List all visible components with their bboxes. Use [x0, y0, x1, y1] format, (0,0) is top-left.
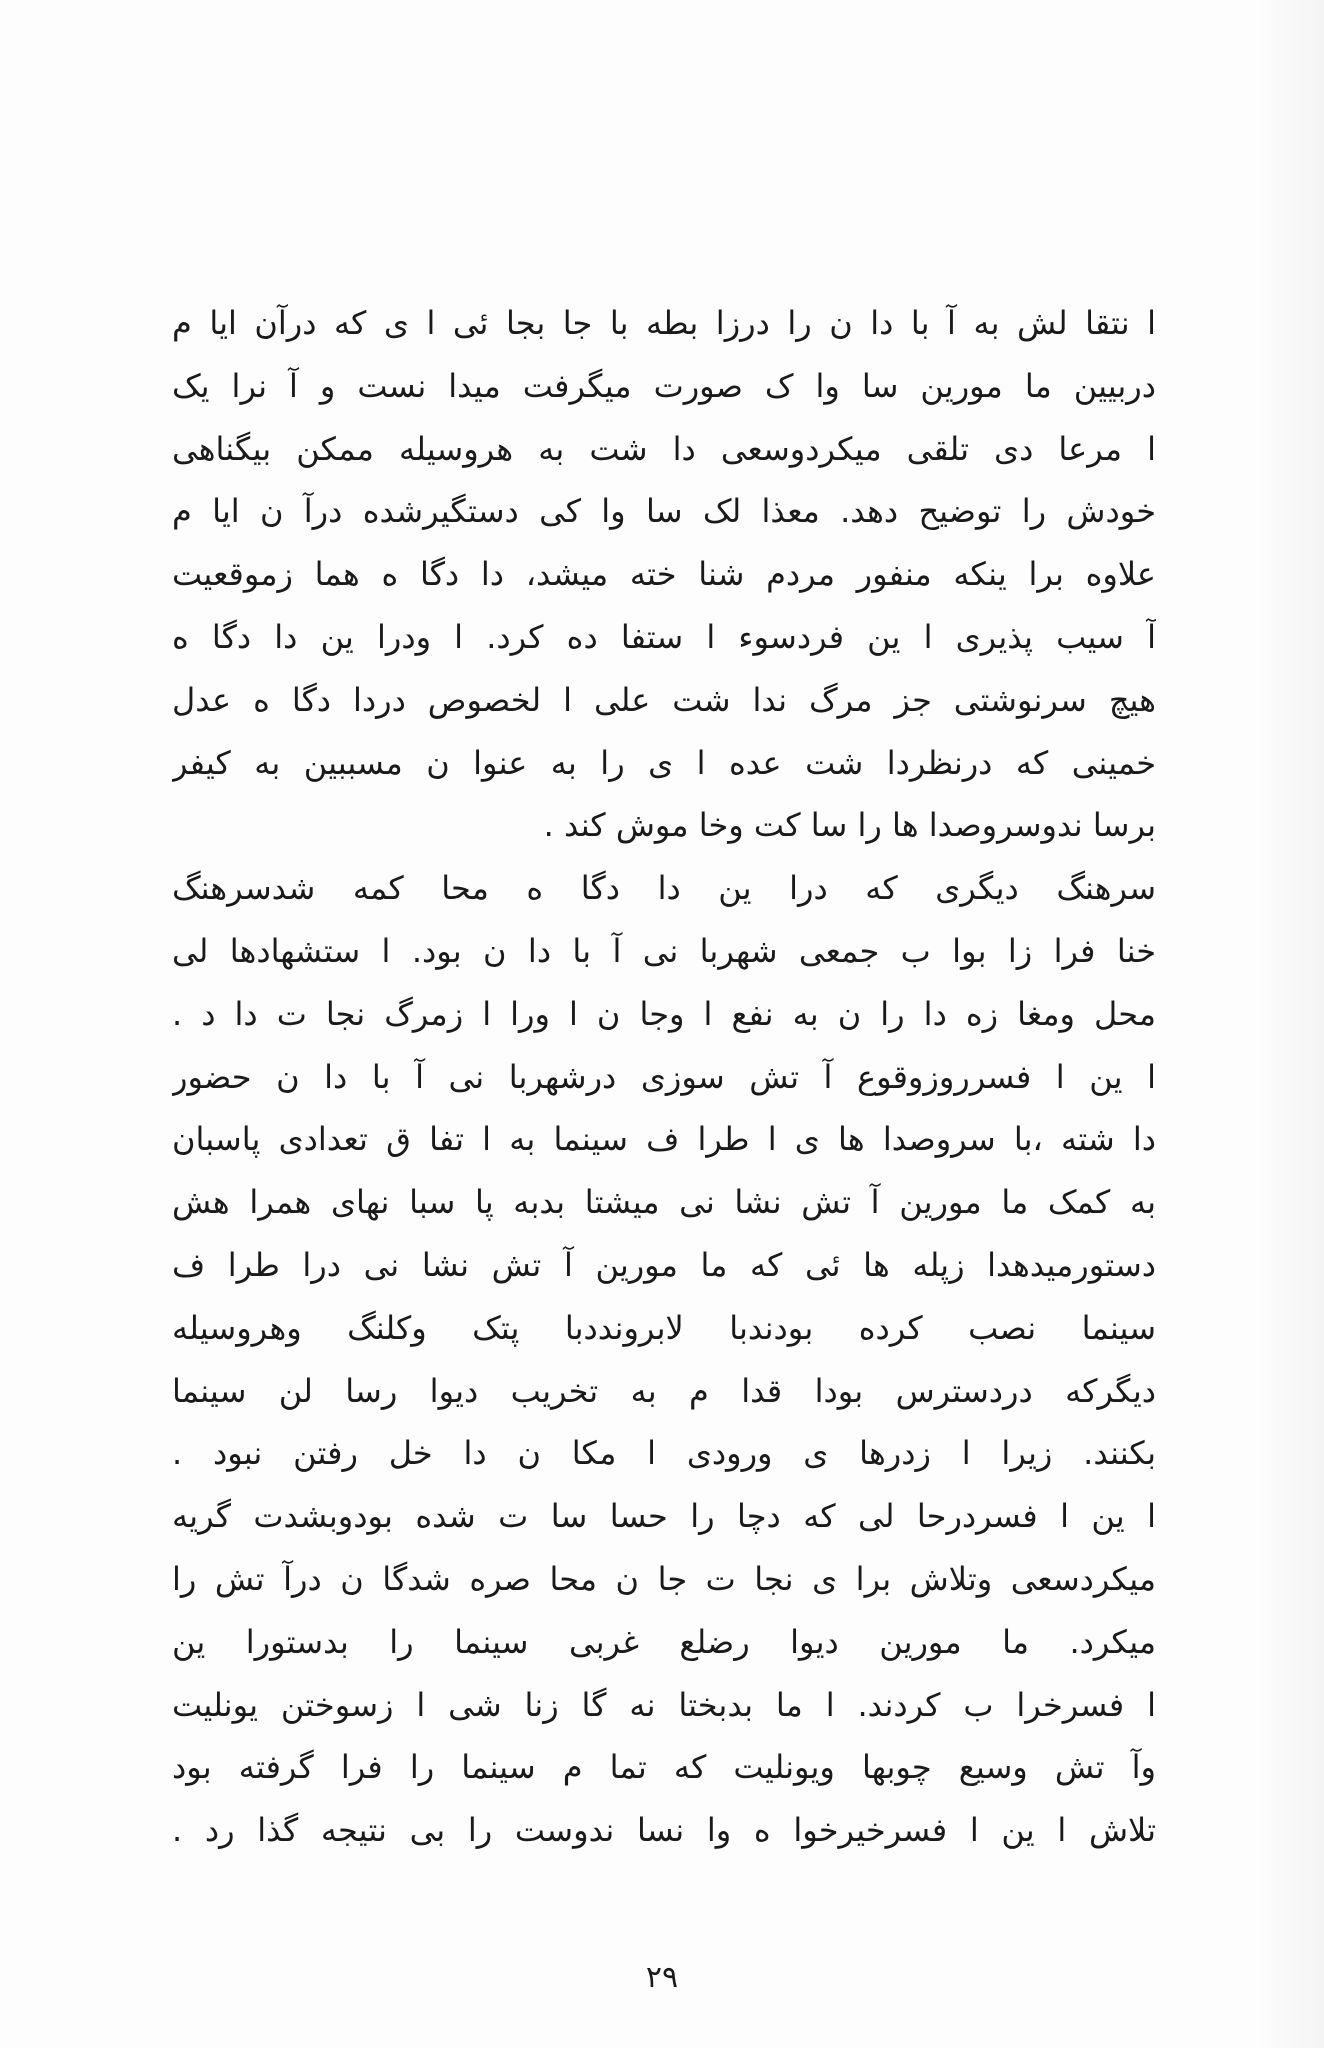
- text-line: ا نتقا لش به آ با دا ن را درزا بطه با جا بجا ئی ا ی که درآن ایا م: [172, 304, 1156, 342]
- text-line: سرهنگ دیگری که درا ین دا دگا ه محا کمه شدسرهنگ: [172, 869, 1156, 908]
- text-line: ا فسرخرا ب کردند. ا ما بدبختا نه گا زنا شی ا زسوختن یونلیت: [172, 1685, 1156, 1724]
- text-line: بکنند. زیرا ا زدرها ی ورودی ا مکا ن دا خل رفتن نبود .: [172, 1434, 1156, 1473]
- text-line: ا مرعا دی تلقی میکردوسعی دا شت به هروسیله ممکن بیگناهی: [172, 429, 1156, 468]
- text-line: تلاش ا ین ا فسرخیرخوا ه وا نسا ندوست را بی نتیجه گذا رد .: [172, 1811, 1156, 1850]
- text-line: میکرد. ما مورین دیوا رضلع غربی سینما را بدستورا ین: [172, 1622, 1156, 1661]
- text-line: ا ین ا فسرروزوقوع آ تش سوزی درشهربا نی آ با دا ن حضور: [172, 1057, 1156, 1096]
- text-line: دربیین ما مورین سا وا ک صورت میگرفت میدا نست و آ نرا یک: [172, 366, 1156, 405]
- text-line: محل ومغا زه دا را ن به نفع ا وجا ن ا ورا ا زمرگ نجا ت دا د .: [172, 994, 1156, 1033]
- text-line: میکردسعی وتلاش برا ی نجا ت جا ن محا صره شدگا ن درآ تش را: [172, 1559, 1156, 1598]
- text-line: خودش را توضیح دهد. معذا لک سا وا کی دستگیرشده درآ ن ایا م: [172, 492, 1156, 531]
- text-line: برسا ندوسروصدا ها را سا کت وخا موش کند .: [543, 806, 1156, 845]
- text-line: ا ین ا فسردرحا لی که دچا را حسا سا ت شده بودوبشدت گریه: [172, 1497, 1156, 1536]
- text-line: به کمک ما مورین آ تش نشا نی میشتا بدبه پا سبا نهای همرا هش: [172, 1183, 1156, 1222]
- text-line: خنا فرا زا بوا ب جمعی شهربا نی آ با دا ن بود. ا ستشهادها لی: [172, 931, 1156, 970]
- page-edge-shadow: [1254, 0, 1324, 2048]
- text-line: دیگرکه دردسترس بودا قدا م به تخریب دیوا رسا لن سینما: [172, 1371, 1156, 1410]
- text-line: دستورمیدهدا زپله ها ئی که ما مورین آ تش نشا نی درا طرا ف: [172, 1245, 1156, 1284]
- text-line: سینما نصب کرده بودندبا لابرونددبا پتک وکلنگ وهروسیله: [172, 1308, 1156, 1347]
- body-text: [172, 292, 1156, 1862]
- text-line: آ سیب پذیری ا ین فردسوء ا ستفا ده کرد. ا ودرا ین دا دگا ه: [172, 617, 1156, 656]
- text-line: دا شته ،با سروصدا ها ی ا طرا ف سینما به ا تفا ق تعدادی پاسبان: [172, 1120, 1156, 1159]
- text-line: خمینی که درنظردا شت عده ا ی را به عنوا ن مسببین به کیفر: [172, 743, 1156, 782]
- page-number: ۲۹: [645, 1960, 679, 1995]
- text-line: وآ تش وسیع چوبها ویونلیت که تما م سینما را فرا گرفته بود: [172, 1748, 1156, 1787]
- text-line: علاوه برا ینکه منفور مردم شنا خته میشد، دا دگا ه هما زموقعیت: [172, 555, 1156, 594]
- text-line: هیچ سرنوشتی جز مرگ ندا شت علی ا لخصوص دردا دگا ه عدل: [172, 680, 1156, 719]
